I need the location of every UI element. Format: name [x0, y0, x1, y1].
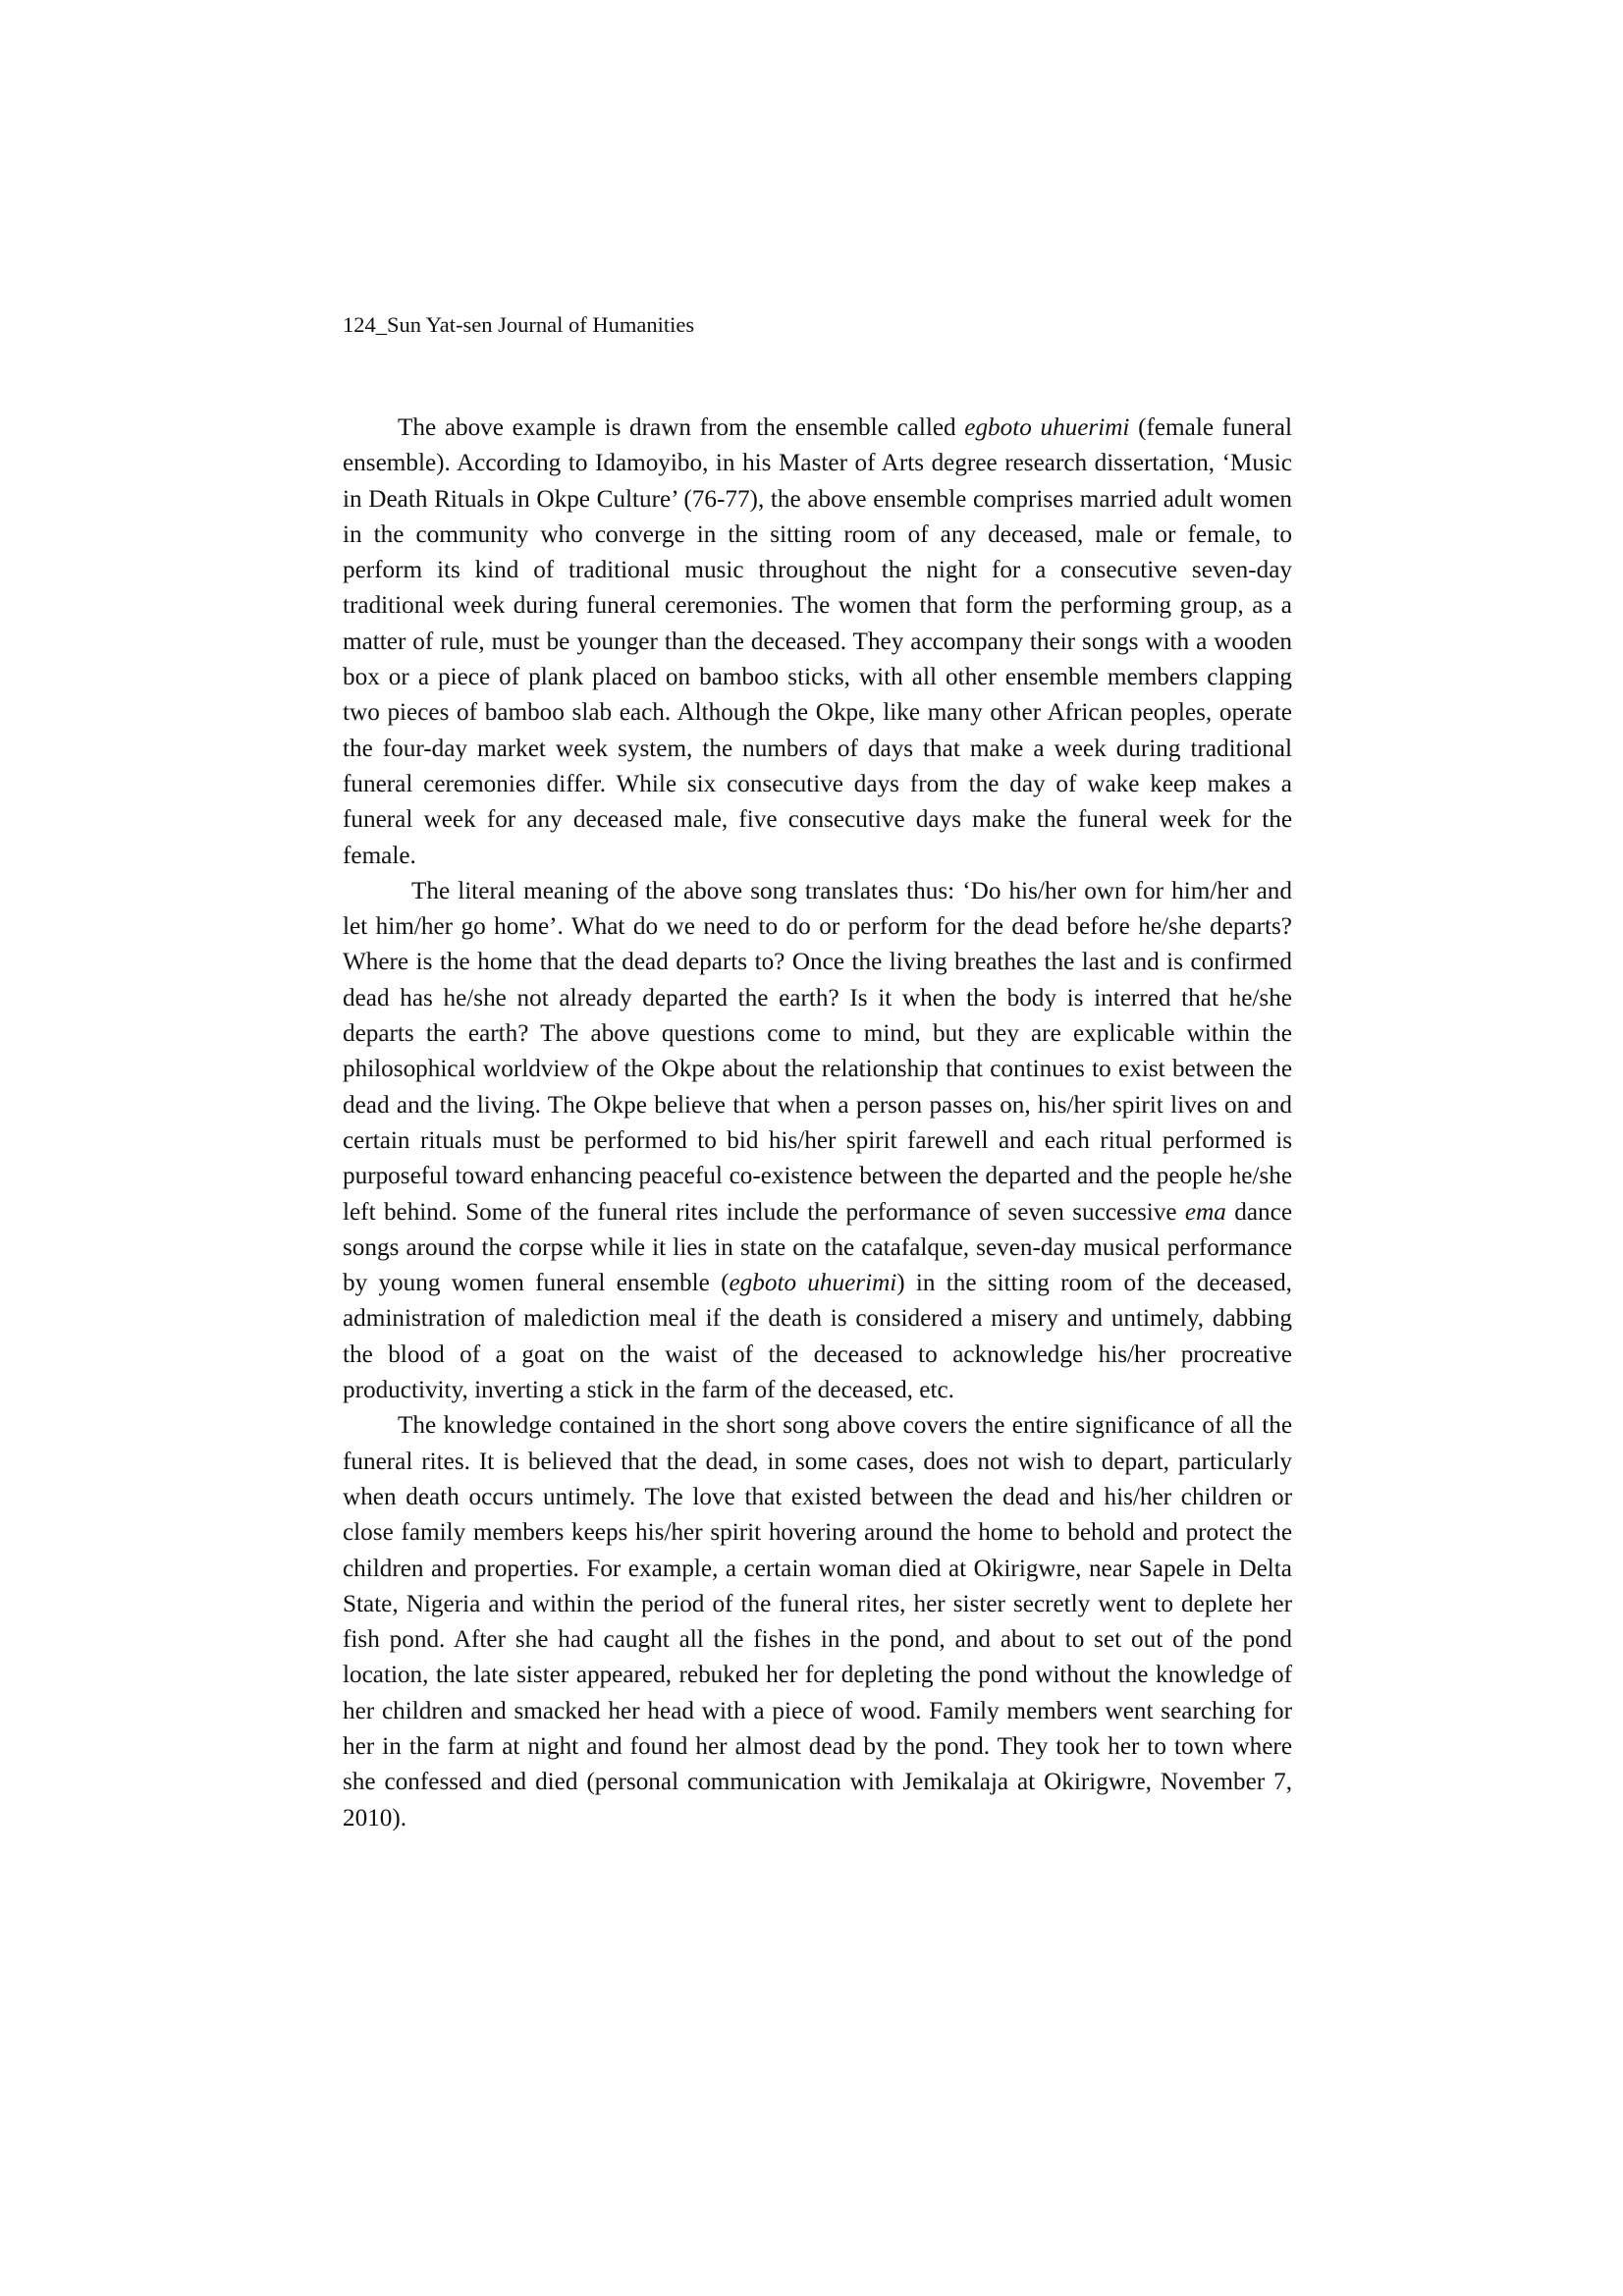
paragraph-text: ) in the sitting room of the deceased, administration of malediction meal if the death is considered a misery and untimely, dabbing the blood of a goat on the waist of the deceased to acknowledge his/her procreative productivity, inverting a stick in the farm of the deceased, etc. [343, 1270, 1292, 1404]
paragraph [343, 410, 1292, 874]
italic-term: egboto uhuerimi [964, 414, 1130, 441]
paragraph [343, 874, 1292, 1408]
paragraph-text: The above example is drawn from the ensemble called [398, 414, 965, 441]
paragraph-text: The literal meaning of the above song translates thus: ‘Do his/her own for him/her and let him/her go home’. What do we need to do or perform for the dead before he/she departs? Where is the home that the dead departs to? Once the living breathes the last and is confirmed dead has he/she not already departed the earth? Is it when the body is interred that he/she departs the earth? The above questions come to mind, but they are explicable within the philosophical worldview of the Okpe about the relationship that continues to exist between the dead and the living. The Okpe believe that when a person passes on, his/her spirit lives on and certain rituals must be performed to bid his/her spirit farewell and each ritual performed is purposeful toward enhancing peaceful co-existence between the departed and the people he/she left behind. Some of the funeral rites include the performance of seven successive [343, 877, 1292, 1226]
italic-term: ema [1184, 1198, 1226, 1226]
paragraph-text: dance songs around the corpse while it lies in state on the catafalque, seven-day musical performance by young women funeral ensemble ( [343, 1198, 1292, 1297]
paragraph [343, 1408, 1292, 1836]
article-body [343, 410, 1292, 1836]
italic-term: egboto uhuerimi [729, 1270, 897, 1297]
running-header: 124_Sun Yat-sen Journal of Humanities [343, 312, 695, 337]
paragraph-text: (female funeral ensemble). According to Idamoyibo, in his Master of Arts degree research dissertation, ‘Music in Death Rituals in Okpe Culture’ (76-77), the above ensemble comprises married adult women in the community who converge in the sitting room of any deceased, male or female, to perform its kind of traditional music throughout the night for a consecutive seven-day traditional week during funeral ceremonies. The women that form the performing group, as a matter of rule, must be younger than the deceased. They accompany their songs with a wooden box or a piece of plank placed on bamboo sticks, with all other ensemble members clapping two pieces of bamboo slab each. Although the Okpe, like many other African peoples, operate the four-day market week system, the numbers of days that make a week during traditional funeral ceremonies differ. While six consecutive days from the day of wake keep makes a funeral week for any deceased male, five consecutive days make the funeral week for the female. [343, 414, 1292, 869]
paragraph-text: The knowledge contained in the short song above covers the entire significance of all the funeral rites. It is believed that the dead, in some cases, does not wish to depart, particularly when death occurs untimely. The love that existed between the dead and his/her children or close family members keeps his/her spirit hovering around the home to behold and protect the children and properties. For example, a certain woman died at Okirigwre, near Sapele in Delta State, Nigeria and within the period of the funeral rites, her sister secretly went to deplete her fish pond. After she had caught all the fishes in the pond, and about to set out of the pond location, the late sister appeared, rebuked her for depleting the pond without the knowledge of her children and smacked her head with a piece of wood. Family members went searching for her in the farm at night and found her almost dead by the pond. They took her to town where she confessed and died (personal communication with Jemikalaja at Okirigwre, November 7, 2010). [343, 1412, 1292, 1831]
